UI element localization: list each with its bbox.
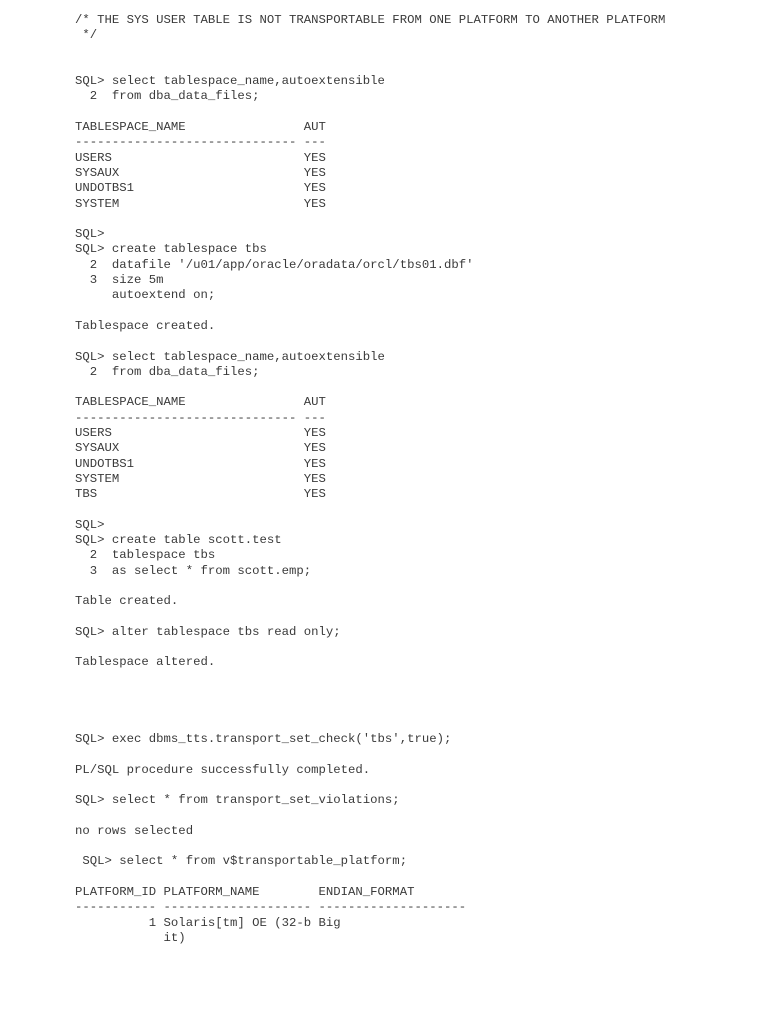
transcript-line: ------------------------------ --- [75, 135, 326, 150]
transcript-line [75, 686, 755, 701]
transcript-line: SYSAUX YES [75, 165, 326, 180]
transcript-line: Tablespace created. [75, 318, 216, 333]
transcript-line [75, 334, 755, 349]
transcript-line: SQL> create tablespace tbs [75, 242, 267, 257]
transcript-line: no rows selected [75, 823, 194, 838]
transcript-line: 1 Solaris[tm] OE (32-b Big [75, 915, 341, 930]
transcript-line [75, 304, 755, 319]
transcript-line [75, 503, 755, 518]
transcript-line [75, 610, 755, 625]
transcript-line: ------------------------------ --- [75, 410, 326, 425]
transcript-line [75, 839, 755, 854]
transcript-line [75, 747, 755, 762]
transcript-line: 2 from dba_data_files; [75, 364, 260, 379]
transcript-line [75, 671, 755, 686]
transcript-line [75, 701, 755, 716]
transcript-line: TABLESPACE_NAME AUT [75, 395, 326, 410]
transcript-line [75, 44, 755, 59]
transcript-line: UNDOTBS1 YES [75, 456, 326, 471]
transcript-line: 2 from dba_data_files; [75, 89, 260, 104]
transcript-line: /* THE SYS USER TABLE IS NOT TRANSPORTABLE FROM ONE PLATFORM TO ANOTHER PLATFORM [75, 13, 666, 27]
transcript-line: */ [75, 28, 98, 43]
transcript-line: SYSAUX YES [75, 441, 326, 456]
transcript-line: it) [75, 930, 186, 945]
transcript-line: SQL> alter tablespace tbs read only; [75, 624, 341, 639]
transcript-line [75, 808, 755, 823]
transcript-line: SQL> exec dbms_tts.transport_set_check('tbs',true); [75, 731, 452, 746]
sql-session-transcript [75, 13, 755, 946]
transcript-line [75, 105, 755, 120]
transcript-line: 3 as select * from scott.emp; [75, 563, 312, 578]
transcript-line: TABLESPACE_NAME AUT [75, 120, 326, 135]
transcript-line: SYSTEM YES [75, 196, 326, 211]
transcript-line [75, 380, 755, 395]
transcript-line: Tablespace altered. [75, 655, 216, 670]
transcript-line [75, 870, 755, 885]
transcript-line: SQL> select * from transport_set_violations; [75, 793, 400, 808]
transcript-line [75, 717, 755, 732]
transcript-line: SQL> select tablespace_name,autoextensible [75, 349, 385, 364]
transcript-line [75, 778, 755, 793]
transcript-line: SYSTEM YES [75, 471, 326, 486]
transcript-line: SQL> create table scott.test [75, 533, 282, 548]
transcript-line: PLATFORM_ID PLATFORM_NAME ENDIAN_FORMAT [75, 884, 415, 899]
transcript-line: 3 size 5m [75, 273, 164, 288]
transcript-line: TBS YES [75, 487, 326, 502]
transcript-line: USERS YES [75, 426, 326, 441]
transcript-line [75, 579, 755, 594]
transcript-line: SQL> select * from v$transportable_platform; [75, 854, 408, 869]
transcript-line [75, 212, 755, 227]
transcript-line: autoextend on; [75, 288, 216, 303]
transcript-line [75, 640, 755, 655]
transcript-line: 2 datafile '/u01/app/oracle/oradata/orcl/tbs01.dbf' [75, 257, 474, 272]
transcript-line: Table created. [75, 594, 179, 609]
transcript-line: UNDOTBS1 YES [75, 181, 326, 196]
transcript-line: PL/SQL procedure successfully completed. [75, 762, 371, 777]
transcript-line: USERS YES [75, 150, 326, 165]
transcript-line: SQL> [75, 227, 105, 242]
transcript-line: ----------- -------------------- -------------------- [75, 900, 467, 915]
transcript-line [75, 59, 755, 74]
transcript-line: SQL> [75, 517, 105, 532]
transcript-line: SQL> select tablespace_name,autoextensible [75, 74, 385, 89]
transcript-line: 2 tablespace tbs [75, 548, 216, 563]
